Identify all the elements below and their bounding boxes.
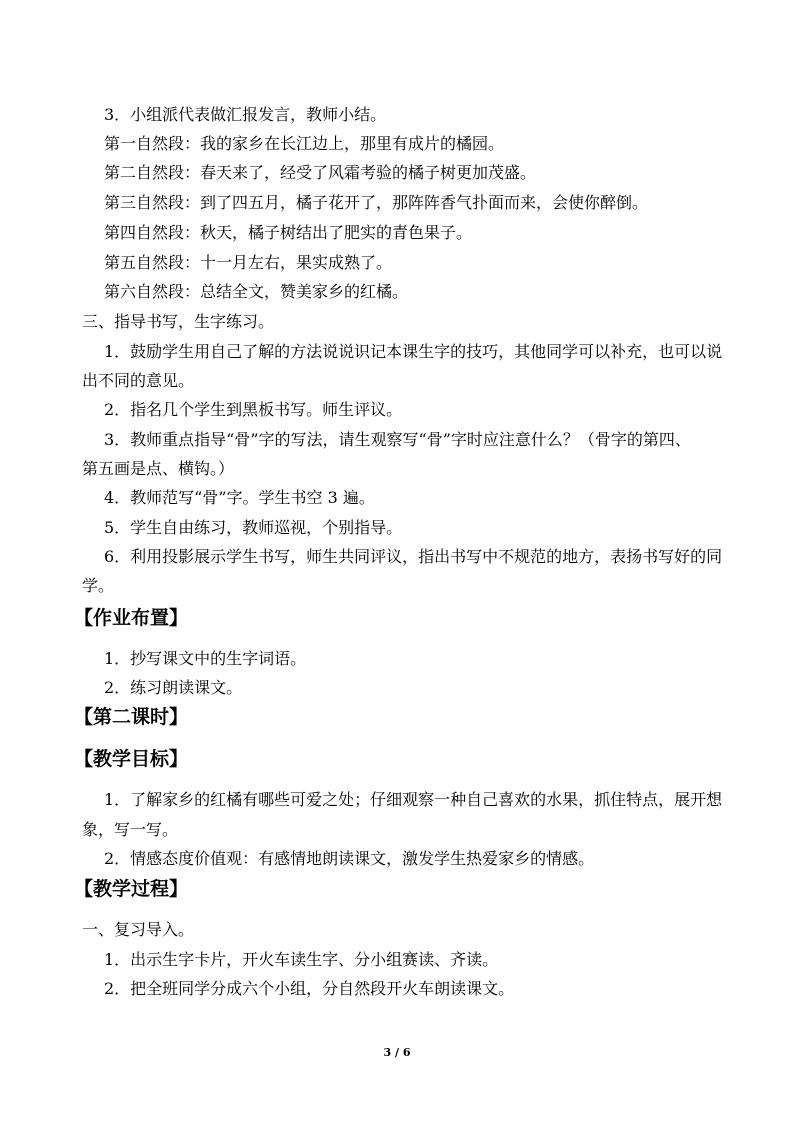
heading-homework: 【作业布置】 [74,607,189,629]
section-title: 一、复习导入。 [82,920,195,939]
text-line: 5．学生自由练习，教师巡视，个别指导。 [104,518,403,537]
text-line: 1．了解家乡的红橘有哪些可爱之处；仔细观察一种自己喜欢的水果，抓住特点，展开想 [104,790,723,809]
heading-goals: 【教学目标】 [74,748,189,770]
text-line: 第二自然段：春天来了，经受了风霜考验的橘子树更加茂盛。 [104,163,537,182]
text-line: 2．指名几个学生到黑板书写。师生评议。 [104,400,403,419]
text-line: 第一自然段：我的家乡在长江边上，那里有成片的橘园。 [104,134,505,153]
text-line: 2．练习朗读课文。 [104,678,243,697]
text-line: 1．抄写课文中的生字词语。 [104,649,307,668]
text-line: 学。 [82,576,115,595]
text-line: 第三自然段：到了四五月，橘子花开了，那阵阵香气扑面而来，会使你醉倒。 [104,193,649,212]
text-line: 第四自然段：秋天，橘子树结出了肥实的青色果子。 [104,223,473,242]
text-line: 1．鼓励学生用自己了解的方法说说识记本课生字的技巧，其他同学可以补充，也可以说 [104,342,723,361]
section-title: 三、指导书写，生字练习。 [82,312,275,331]
text-line: 象，写一写。 [82,820,179,839]
text-line: 1．出示生字卡片，开火车读生字、分小组赛读、齐读。 [104,950,499,969]
heading-second-lesson: 【第二课时】 [74,706,189,728]
text-line: 2．情感态度价值观：有感情地朗读课文，激发学生热爱家乡的情感。 [104,849,595,868]
text-line: 3．小组派代表做汇报发言，教师小结。 [104,105,387,124]
page-number: 3 / 6 [383,1046,411,1059]
text-line: 4．教师范写“骨”字。学生书空 3 遍。 [104,488,375,507]
heading-process: 【教学过程】 [74,878,189,900]
text-line: 第五画是点、横钩。） [82,459,235,478]
text-line: 第六自然段：总结全文，赞美家乡的红橘。 [104,282,409,301]
text-line: 第五自然段：十一月左右，果实成熟了。 [104,253,393,272]
text-line: 3．教师重点指导“骨”字的写法，请生观察写“骨”字时应注意什么？（骨字的第四、 [104,430,691,449]
text-line: 6．利用投影展示学生书写，师生共同评议，指出书写中不规范的地方，表扬书写好的同 [104,547,723,566]
text-line: 2．把全班同学分成六个小组，分自然段开火车朗读课文。 [104,979,515,998]
text-line: 出不同的意见。 [82,371,195,390]
